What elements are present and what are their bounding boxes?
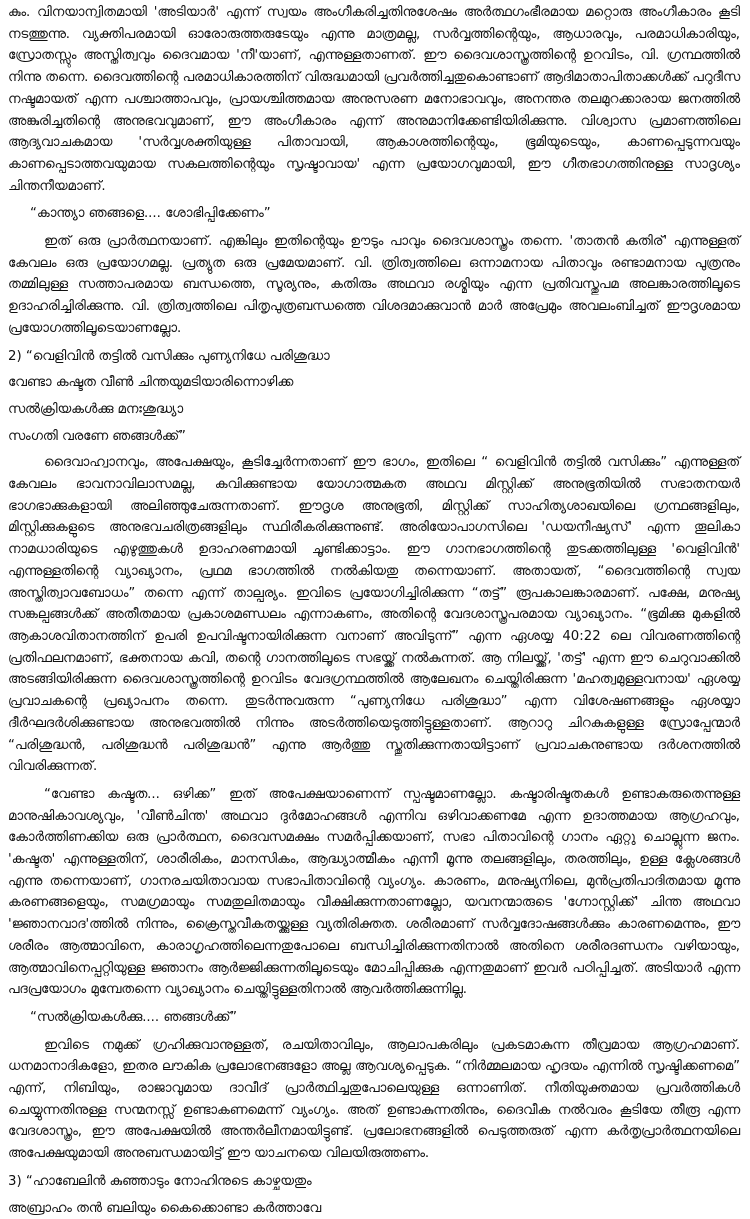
verse-2 xyxy=(8,346,740,448)
quote-kanthya: “കാന്ത്യാ ഞങ്ങളെ.... ശോഭിപ്പിക്കേണം” xyxy=(30,206,271,222)
paragraph-2: ഇത് ഒരു പ്രാർത്ഥനയാണ്. എങ്കിലും ഇതിന്റെയും ഊടും പാവും ദൈവശാസ്ത്രം തന്നെ. 'താതൻ കതിര്' എന്നുള്ളത് കേവലം ഒരു പ്രയോഗമല്ല. പ്രത്യുത ഒരു പ്രമേയമാണ്. വി. ത്രിത്വത്തിലെ ഒന്നാമനായ പിതാവും രണ്ടാമനായ പുത്രനും തമ്മിലുള്ള സത്താപരമായ ബന്ധത്തെ, സൂര്യനും, കതിരും അഥവാ രശ്മിയും എന്ന പ്രതിവസ്തുപമ അലങ്കാരത്തിലൂടെ ഉദാഹരിച്ചിരിക്കുന്നു. വി. ത്രിത്വത്തിലെ പിതൃപുത്രബന്ധത്തെ വിശദമാക്കുവാൻ മാർ അപ്രേമും അവലംബിച്ചത് ഈദൃശമായ പ്രയോഗത്തിലൂടെയാണല്ലോ. xyxy=(8,234,740,336)
verse-2-line-2: വേണ്ടാ കഷ്ടത വീൺ ചിന്തയുമടിയാരിന്നൊഴിക്ക xyxy=(8,375,294,391)
verse-3-line-1: 3) “ഹാബേലിൻ കുഞ്ഞാടും നോഹിനുടെ കാഴ്ചയതും xyxy=(8,1173,312,1189)
paragraph-5: ഇവിടെ നമുക്ക് ഗ്രഹിക്കുവാനുള്ളത്, രചയിതാവിലും, ആലാപകരിലും പ്രകടമാകുന്ന തീവ്രമായ ആഗ്രഹമാണ്. ധനമാനാദികളോ, ഇതര ലൗകിക പ്രലോഭനങ്ങളോ അല്ല ആവശ്യപ്പെടുക. “നിർമ്മലമായ ഹൃദയം എന്നിൽ സൃഷ്ടിക്കണമെ” എന്ന്, നിബിയും, രാജാവുമായ ദാവീദ് പ്രാർത്ഥിച്ചതുപോലെയുള്ള ഒന്നാണിത്. നീതിയുക്തമായ പ്രവർത്തികൾ ചെയ്യുന്നതിനുള്ള സന്മനസ്സ് ഉണ്ടാകണമെന്ന് വ്യംഗ്യം. അത് ഉണ്ടാകുന്നതിനും, ദൈവീക നൽവരം കൂടിയേ തീരൂ എന്ന വേദശാസ്ത്രം, ഈ അപേക്ഷയിൽ അന്തർലീനമായിട്ടുണ്ട്. പ്രലോഭനങ്ങളിൽ പെടുത്തരുത് എന്ന കർതൃപ്രാർത്ഥനയിലെ അപേക്ഷയുമായി അനുബന്ധമായിട്ട് ഈ യാചനയെ വിലയിരുത്തണം. xyxy=(8,1037,740,1162)
paragraph-3: ദൈവാഹ്വാനവും, അപേക്ഷയും, കൂടിച്ചേർന്നതാണ് ഈ ഭാഗം, ഇതിലെ “ വെളിവിൻ തട്ടിൽ വസിക്കും” എന്നുള്ളത് കേവലം ഭാവനാവിലാസമല്ല, കവിക്കുണ്ടായ യോഗാത്മകത അഥവ മിസ്റ്റിക്ക് അനുഭൂതിയിൽ സഭാതനയർ ഭാഗഭാക്കുകളായി അലിഞ്ഞുചേരുന്നതാണ്. ഈദൃശ അനുഭൂതി, മിസ്റ്റിക്ക് സാഹിത്യശാഖയിലെ ഗ്രന്ഥങ്ങളിലും, മിസ്റ്റിക്കുകളുടെ അനുഭവചരിത്രങ്ങളിലും സ്ഥിരീകരിക്കുന്നുണ്ട്. അരിയോപാഗസിലെ 'ഡയനീഷ്യസ്' എന്ന തൂലികാ നാമധാരിയുടെ എഴുത്തുകൾ ഉദാഹരണമായി ചൂണ്ടിക്കാട്ടാം. ഈ ഗാനഭാഗത്തിന്റെ തുടക്കത്തിലുള്ള 'വെളിവിൻ' എന്നുള്ളതിന്റെ വ്യാഖ്യാനം, പ്രഥമ ഭാഗത്തിൽ നൽകിയതു തന്നെയാണ്. അതായത്, “ദൈവത്തിന്റെ സ്വയ അസ്തിത്വാവബോധം” തന്നെ എന്ന് താല്പര്യം. ഇവിടെ പ്രയോഗിച്ചിരിക്കുന്ന “തട്ട്” രൂപകാലങ്കാരമാണ്. പക്ഷേ, മനുഷ്യ സങ്കല്പങ്ങൾക്ക് അതീതമായ പ്രകാശമണ്ഡലം എന്നാകണം, അതിന്റെ വേദശാസ്ത്രപരമായ വ്യാഖ്യാനം. “ഭൂമിക്കു മുകളിൽ ആകാശവിതാനത്തിന് ഉപരി ഉപവിഷ്ടനായിരിക്കുന്ന വനാണ് അവിടുന്ന്” എന്ന ഏശയ്യ 40:22 ലെ വിവരണത്തിന്റെ പ്രതിഫലനമാണ്, ഭക്തനായ കവി, തന്റെ ഗാനത്തിലൂടെ സഭയ്ക്ക് നൽകുന്നത്. ആ നിലയ്ക്ക്, 'തട്ട്' എന്ന ഈ ചെറുവാക്കിൽ അടങ്ങിയിരിക്കുന്ന ദൈവശാസ്ത്രത്തിന്റെ ഉറവിടം വേദഗ്രന്ഥത്തിൽ ആലേഖനം ചെയ്തിരിക്കുന്ന 'മഹത്വമുള്ളവനായ' ഏശയ്യ പ്രവാചകന്റെ പ്രഖ്യാപനം തന്നെ. തുടർന്നുവരുന്ന “പുണ്യനിധേ പരിശുദ്ധാ” എന്ന വിശേഷണങ്ങളും ഏശയ്യാ ദീർഘദർശിക്കുണ്ടായ അനുഭവത്തിൽ നിന്നും അടർത്തിയെടുത്തിട്ടുള്ളതാണ്. ആറാറു ചിറകുകളുള്ള സ്രോപ്പേന്മാർ “പരിശുദ്ധൻ, പരിശുദ്ധൻ പരിശുദ്ധൻ” എന്നു ആർത്തു സ്തുതിക്കുന്നതായിട്ടാണ് പ്രവാചകനുണ്ടായ ദർശനത്തിൽ വിവരിക്കുന്നത്. xyxy=(8,455,740,775)
paragraph-4: “വേണ്ടാ കഷ്ടത... ഒഴിക്ക” ഇത് അപേക്ഷയാണെന്ന് സ്പഷ്ടമാണല്ലോ. കഷ്ടാരിഷ്ടതകൾ ഉണ്ടാകരുതെന്നുള്ള മാനുഷികാവശ്യവും, 'വീൺചിന്ത' അഥവാ ദുർമോഹങ്ങൾ എന്നിവ ഒഴിവാക്കണമേ എന്ന ഉദാത്തമായ ആഗ്രഹവും, കോർത്തിണക്കിയ ഒരു പ്രാർത്ഥന, ദൈവസമക്ഷം സമർപ്പിക്കയാണ്, സഭാ പിതാവിന്റെ ഗാനം ഏറ്റു ചൊല്ലുന്ന ജനം. 'കഷ്ടത' എന്നുള്ളതിന്, ശാരീരികം, മാനസികം, ആദ്ധ്യാത്മീകം എന്നീ മൂന്നു തലങ്ങളിലും, തരത്തിലും, ഉള്ള ക്ലേശങ്ങൾ എന്നു തന്നെയാണ്, ഗാനരചയിതാവായ സഭാപിതാവിന്റെ വ്യംഗ്യം. കാരണം, മനുഷ്യനിലെ, മുൻപ്രതിപാദിതമായ മൂന്നു കരണങ്ങളെയും, സമഗ്രമായും സമതുലിതമായും വീക്ഷിക്കുന്നതാണല്ലോ, യവനന്മാരുടെ 'ഗ്നോസ്റ്റിക്ക്' ചിന്ത അഥവാ 'ജ്ഞാനവാദ'ത്തിൽ നിന്നും, ക്രൈസ്തവീകതയ്ക്കുള്ള വ്യതിരിക്തത. ശരീരമാണ് സർവ്വദോഷങ്ങൾക്കും കാരണമെന്നും, ഈ ശരീരം ആത്മാവിനെ, കാരാഗൃഹത്തിലെന്നതുപോലെ ബന്ധിച്ചിരിക്കുന്നതിനാൽ അതിനെ ശരീരദണ്ഡനം വഴിയായും, ആത്മാവിനെപ്പറ്റിയുള്ള ജ്ഞാനം ആർജ്ജിക്കുന്നതിലൂടെയും മോചിപ്പിക്കുക എന്നതുമാണ് ഇവർ പഠിപ്പിച്ചത്. അടിയാർ എന്ന പദപ്രയോഗം മുമ്പേതന്നെ വ്യാഖ്യാനം ചെയ്തിട്ടുള്ളതിനാൽ ആവർത്തിക്കുന്നില്ല. xyxy=(8,786,740,998)
verse-2-line-4: സംഗതി വരണേ ഞങ്ങൾക്ക്” xyxy=(8,428,186,444)
verse-3-line-2: അബ്രാഹം തൻ ബലിയും കൈക്കൊണ്ടാ കർത്താവേ xyxy=(8,1200,322,1216)
paragraph-1: കും. വിനയാന്വിതമായി 'അടിയാർ' എന്ന് സ്വയം അംഗീകരിച്ചതിനുശേഷം അർത്ഥഗംഭീരമായ മറ്റൊരു അംഗീകാരം കൂടി നടത്തുന്നു. വ്യക്തിപരമായി ഓരോരുത്തരുടേയും എന്നു മാത്രമല്ല, സർവ്വത്തിന്റെയും, ആധാരവും, പരമാധികാരിയും, സ്രോതസ്സും അസ്തിത്വവും ദൈവമായ 'നീ'യാണ്, എന്നുള്ളതാണത്. ഈ ദൈവശാസ്ത്രത്തിന്റെ ഉറവിടം, വി. ഗ്രന്ഥത്തിൽ നിന്നു തന്നെ. ദൈവത്തിന്റെ പരമാധികാരത്തിന് വിരുദ്ധമായി പ്രവർത്തിച്ചതുകൊണ്ടാണ് ആദിമാതാപിതാക്കൾക്ക് പറുദീസ നഷ്ടമായത് എന്ന പശ്ചാത്താപവും, പ്രായശ്ചിത്തമായ അനുസരണ മനോഭാവവും, അനന്തര തലമുറക്കാരായ ജനത്തിൽ അങ്കുരിച്ചതിന്റെ അനുഭവവുമാണ്, ഈ അംഗീകാരം എന്ന് അനുമാനിക്കേണ്ടിയിരിക്കുന്നു. വിശ്വാസ പ്രമാണത്തിലെ ആദ്യവാചകമായ 'സർവ്വശക്തിയുള്ള പിതാവായി, ആകാശത്തിന്റെയും, ഭൂമിയുടെയും, കാണപ്പെടുന്നവയും കാണപ്പെടാത്തവയുമായ സകലത്തിന്റെയും സൃഷ്ടാവായ' എന്ന പ്രയോഗവുമായി, ഈ ഗീതഭാഗത്തിനുള്ള സാദൃശ്യം ചിന്തനീയമാണ്. xyxy=(8,5,740,194)
verse-2-line-1: 2) “വെളിവിൻ തട്ടിൽ വസിക്കും പുണ്യനിധേ പരിശുദ്ധാ xyxy=(8,348,330,364)
verse-2-line-3: സൽക്രിയകൾക്കു മനഃശുദ്ധ്യാ xyxy=(8,401,184,417)
verse-3 xyxy=(8,1171,740,1219)
quote-salkriya: “സൽക്രിയകൾക്കു.... ഞങ്ങൾക്ക്” xyxy=(30,1009,238,1025)
